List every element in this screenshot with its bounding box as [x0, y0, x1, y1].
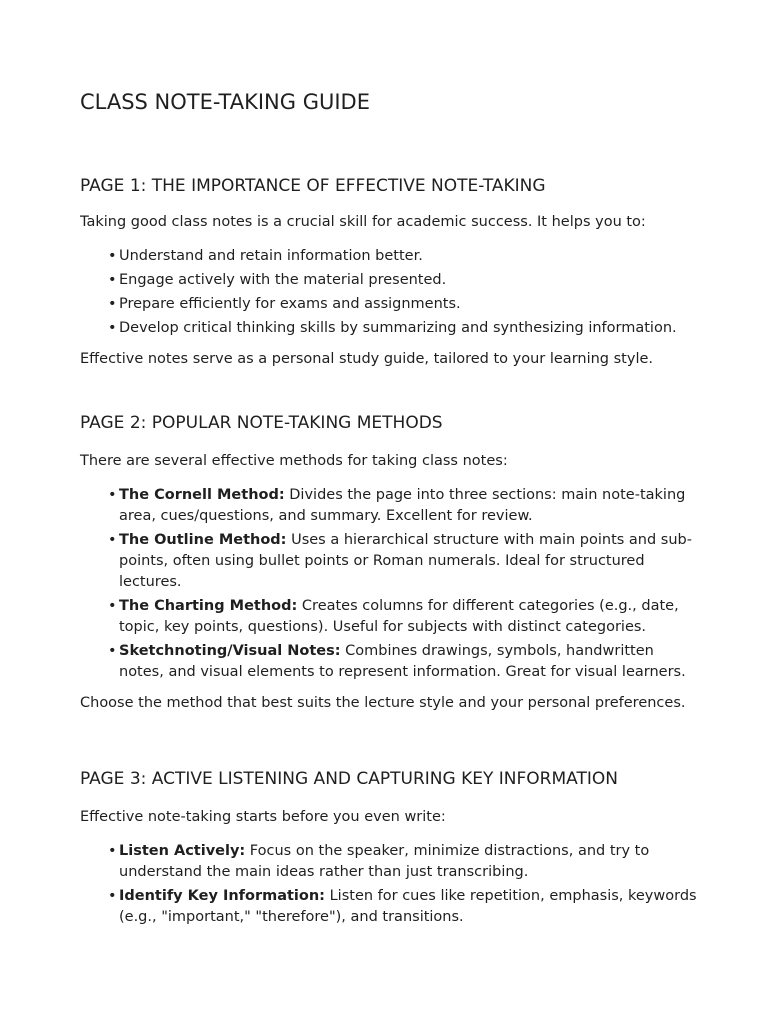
list-item	[108, 246, 698, 267]
section-intro: Taking good class notes is a crucial skill for academic success. It helps you to:	[80, 214, 646, 230]
list-item	[108, 641, 698, 683]
item-text: Focus on the speaker, minimize distractions, and try to understand the main ideas rather than just transcribing.	[119, 843, 650, 880]
bullet-icon: •	[108, 487, 117, 503]
item-term: Identify Key Information:	[119, 888, 325, 904]
list-item	[108, 841, 698, 883]
bullet-icon: •	[108, 643, 117, 659]
section-outro: Effective notes serve as a personal study guide, tailored to your learning style.	[80, 351, 654, 367]
item-text: Develop critical thinking skills by summarizing and synthesizing information.	[119, 320, 677, 336]
item-text: Creates columns for different categories (e.g., date, topic, key points, questions). Useful for subjects with distinct categories.	[119, 598, 679, 635]
bullet-icon: •	[108, 532, 117, 548]
section-importance	[80, 175, 698, 370]
list-item	[108, 318, 698, 339]
section-intro: Effective note-taking starts before you even write:	[80, 809, 446, 825]
list-item	[108, 530, 698, 593]
list-item	[108, 485, 698, 527]
item-term: The Outline Method:	[119, 532, 287, 548]
item-text: Combines drawings, symbols, handwritten notes, and visual elements to represent information. Great for visual learners.	[119, 643, 686, 680]
item-text: Uses a hierarchical structure with main points and sub-points, often using bullet points or Roman numerals. Ideal for structured lectures.	[119, 532, 692, 590]
item-term: The Cornell Method:	[119, 487, 285, 503]
bullet-list	[80, 246, 698, 339]
bullet-icon: •	[108, 296, 117, 312]
item-text: Understand and retain information better.	[119, 248, 423, 264]
item-text: Divides the page into three sections: main note-taking area, cues/questions, and summary. Excellent for review.	[119, 487, 686, 524]
section-methods	[80, 412, 698, 714]
bullet-icon: •	[108, 320, 117, 336]
section-outro: Choose the method that best suits the lecture style and your personal preferences.	[80, 695, 686, 711]
item-text: Engage actively with the material presented.	[119, 272, 447, 288]
list-item	[108, 596, 698, 638]
section-intro: There are several effective methods for taking class notes:	[80, 453, 508, 469]
bullet-list	[80, 485, 698, 683]
section-heading: PAGE 2: POPULAR NOTE-TAKING METHODS	[80, 413, 443, 433]
list-item	[108, 294, 698, 315]
bullet-icon: •	[108, 843, 117, 859]
bullet-icon: •	[108, 272, 117, 288]
document-title: CLASS NOTE-TAKING GUIDE	[80, 90, 370, 114]
list-item	[108, 886, 698, 928]
list-item	[108, 270, 698, 291]
section-heading: PAGE 1: THE IMPORTANCE OF EFFECTIVE NOTE-TAKING	[80, 176, 546, 196]
bullet-icon: •	[108, 248, 117, 264]
section-active-listening	[80, 768, 698, 928]
item-term: Sketchnoting/Visual Notes:	[119, 643, 341, 659]
section-heading: PAGE 3: ACTIVE LISTENING AND CAPTURING KEY INFORMATION	[80, 769, 618, 789]
item-text: Listen for cues like repetition, emphasis, keywords (e.g., "important," "therefore"), and transitions.	[119, 888, 697, 925]
item-term: Listen Actively:	[119, 843, 246, 859]
bullet-list	[80, 841, 698, 928]
bullet-icon: •	[108, 598, 117, 614]
item-term: The Charting Method:	[119, 598, 298, 614]
bullet-icon: •	[108, 888, 117, 904]
item-text: Prepare efficiently for exams and assignments.	[119, 296, 461, 312]
